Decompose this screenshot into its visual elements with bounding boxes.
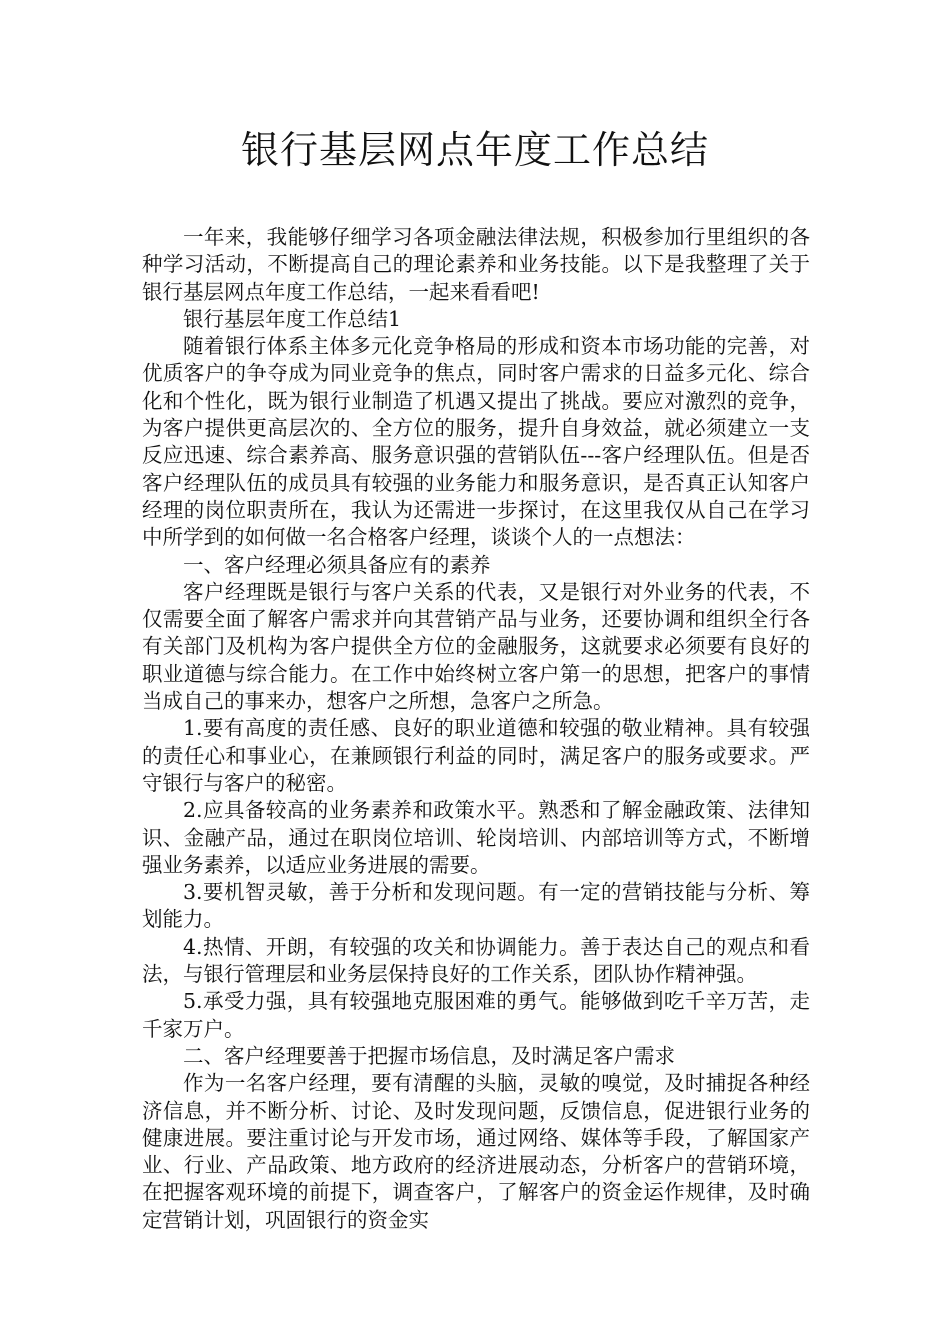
section-heading: 二、客户经理要善于把握市场信息，及时满足客户需求: [183, 1043, 675, 1068]
section-heading: 一、客户经理必须具备应有的素养: [183, 552, 491, 577]
list-item-paragraph: 5.承受力强，具有较强地克服困难的勇气。能够做到吃千辛万苦，走千家万户。: [142, 989, 810, 1041]
intro-paragraph: 一年来，我能够仔细学习各项金融法律法规，积极参加行里组织的各种学习活动，不断提高自己的理论素养和业务技能。以下是我整理了关于银行基层网点年度工作总结，一起来看看吧!: [142, 225, 810, 304]
body-paragraph: 作为一名客户经理，要有清醒的头脑，灵敏的嗅觉，及时捕捉各种经济信息，并不断分析、讨论、及时发现问题，反馈信息，促进银行业务的健康进展。要注重讨论与开发市场，通过网络、媒体等手段，了解国家产业、行业、产品政策、地方政府的经济进展动态，分析客户的营销环境，在把握客观环境的前提下，调查客户，了解客户的资金运作规律，及时确定营销计划，巩固银行的资金实: [142, 1071, 810, 1232]
list-item-paragraph: 4.热情、开朗，有较强的攻关和协调能力。善于表达自己的观点和看法，与银行管理层和业务层保持良好的工作关系，团队协作精神强。: [142, 934, 810, 987]
list-item-paragraph: 1.要有高度的责任感、良好的职业道德和较强的敬业精神。具有较强的责任心和事业心，在兼顾银行利益的同时，满足客户的服务或要求。严守银行与客户的秘密。: [142, 716, 810, 795]
document-body: [142, 224, 810, 1234]
body-paragraph: 随着银行体系主体多元化竞争格局的形成和资本市场功能的完善，对优质客户的争夺成为同业竞争的焦点，同时客户需求的日益多元化、综合化和个性化，既为银行业制造了机遇又提出了挑战。要应对激烈的竞争，为客户提供更高层次的、全方位的服务，提升自身效益，就必须建立一支反应迅速、综合素养高、服务意识强的营销队伍---客户经理队伍。但是否客户经理队伍的成员具有较强的业务能力和服务意识，是否真正认知客户经理的岗位职责所在，我认为还需进一步探讨，在这里我仅从自己在学习中所学到的如何做一名合格客户经理，谈谈个人的一点想法：: [142, 334, 810, 550]
list-item-paragraph: 2.应具备较高的业务素养和政策水平。熟悉和了解金融政策、法律知识、金融产品，通过在职岗位培训、轮岗培训、内部培训等方式，不断增强业务素养，以适应业务进展的需要。: [142, 798, 810, 877]
document-title: 银行基层网点年度工作总结: [240, 128, 709, 172]
section-heading: 银行基层年度工作总结1: [183, 306, 402, 331]
body-paragraph: 客户经理既是银行与客户关系的代表，又是银行对外业务的代表，不仅需要全面了解客户需求并向其营销产品与业务，还要协调和组织全行各有关部门及机构为客户提供全方位的金融服务，这就要求必须要有良好的职业道德与综合能力。在工作中始终树立客户第一的思想，把客户的事情当成自己的事来办，想客户之所想，急客户之所急。: [142, 579, 810, 714]
list-item-paragraph: 3.要机智灵敏，善于分析和发现问题。有一定的营销技能与分析、筹划能力。: [142, 880, 810, 932]
